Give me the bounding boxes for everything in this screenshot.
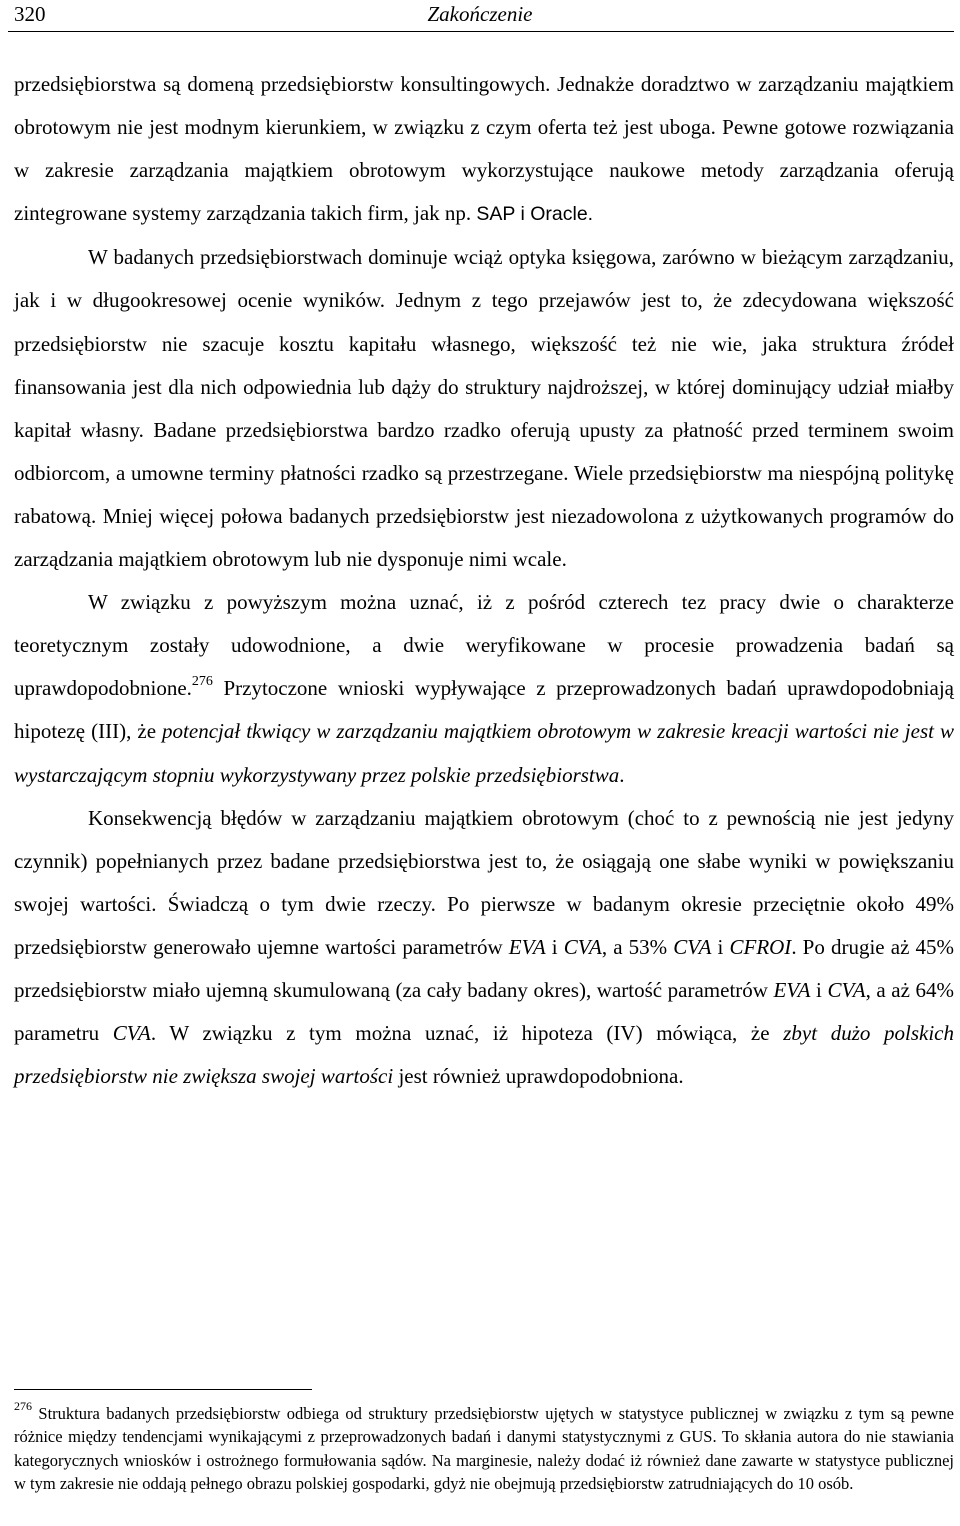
page-header: [0, 0, 960, 34]
paragraph-4-text: i: [810, 977, 828, 1002]
italic-term: CVA: [112, 1021, 151, 1046]
paragraph-4-text: Konsekwencją błędów w zarządzaniu majątkiem obrotowym (choć to z pewnością nie jest jedyny czynnik) popełnianych przez badane przedsiębiorstwa jest to, że osiągają one słabe wyniki w powiększaniu swojej wartości. Świadczą o tym dwie rzeczy. Po pierwsze w badanym okresie przeciętnie około 49% przedsiębiorstw generowało ujemne wartości parametrów: [14, 805, 954, 959]
footnote-276: [14, 1398, 954, 1496]
paragraph-4-text: jest również uprawdopodobniona.: [393, 1064, 684, 1089]
italic-term: CVA: [673, 934, 712, 959]
paragraph-3-text-a: W związku z powyższym można uznać, iż z pośród czterech tez pracy dwie o charakterze teoretycznym zostały udowodnione, a dwie weryfikowane w procesie prowadzenia badań są uprawdopodobnione.: [14, 590, 954, 701]
paragraph-4-text: i: [711, 934, 730, 959]
paragraph-1: [14, 63, 954, 236]
footnote-rule: [14, 1389, 312, 1390]
paragraph-1-sans-text: SAP i Oracle.: [476, 203, 594, 226]
paragraph-4-text: . W związku z tym można uznać, iż hipoteza (IV) mówiąca, że: [150, 1021, 784, 1046]
footnote-reference[interactable]: 276: [191, 674, 213, 690]
paragraph-4-text: , a aż 64% parametru: [14, 977, 954, 1046]
paragraph-4-text: , a 53%: [601, 934, 674, 959]
header-rule: [8, 31, 954, 32]
paragraph-1-text: przedsiębiorstwa są domeną przedsiębiorstw konsultingowych. Jednakże doradztwo w zarządzaniu majątkiem obrotowym nie jest modnym kierunkiem, w związku z czym oferta też jest uboga. Pewne gotowe rozwiązania w zakresie zarządzania majątkiem obrotowym wykorzystujące naukowe metody zarządzania oferują zintegrowane systemy zarządzania takich firm, jak np.: [14, 72, 954, 226]
paragraph-4-text: . Po drugie aż 45% przedsiębiorstw miało ujemną skumulowaną (za cały badany okres), wartość parametrów: [14, 934, 954, 1002]
footnote: [14, 1398, 954, 1496]
footnote-text: Struktura badanych przedsiębiorstw odbiega od struktury przedsiębiorstw ujętych w statystyce publicznej w związku z tym są pewne różnice między tendencjami wynikającymi z przeprowadzonych badań i danymi statystycznymi z GUS. To skłania autora do nie stawiania kategorycznych wniosków i ostrożnego formułowania sądów. Na marginesie, należy dodać iż również dane zawarte w statystyce publicznej w tym zakresie nie oddają pełnego obrazu polskiej gospodarki, gdyż nie obejmują przedsiębiorstw zatrudniających do 10 osób.: [14, 1404, 954, 1494]
paragraph-3-text-b: Przytoczone wnioski wypływające z przeprowadzonych badań uprawdopodobniają hipotezę (III), że: [14, 676, 954, 744]
paragraph-3-text-c: .: [619, 762, 625, 787]
body-text: [14, 63, 954, 1098]
italic-term: EVA: [773, 977, 811, 1002]
paragraph-2: W badanych przedsiębiorstwach dominuje wciąż optyka księgowa, zarówno w bieżącym zarządzaniu, jak i w długookresowej ocenie wyników. Jednym z tego przejawów jest to, że zdecydowana większość przedsiębiorstw nie szacuje kosztu kapitału własnego, większość też nie wie, jaka struktura źródeł finansowania jest dla nich odpowiednia lub dąży do struktury najdroższej, w której dominujący udział miałby kapitał własny. Badane przedsiębiorstwa bardzo rzadko oferują upusty za płatność przed terminem swoim odbiorcom, a umowne terminy płatności rzadko są przestrzegane. Wiele przedsiębiorstw ma niespójną politykę rabatową. Mniej więcej połowa badanych przedsiębiorstw jest niezadowolona z użytkowanych programów do zarządzania majątkiem obrotowym lub nie dysponuje nimi wcale.: [14, 245, 954, 572]
footnote-number: 276: [14, 1398, 32, 1413]
paragraph-4-text: i: [545, 934, 564, 959]
hypothesis-iii-italic: potencjał tkwiący w zarządzaniu majątkiem obrotowym w zakresie kreacji wartości nie jest w wystarczającym stopniu wykorzystywany przez polskie przedsiębiorstwa: [14, 719, 954, 787]
italic-term: CFROI: [729, 934, 792, 959]
running-title: Zakończenie: [427, 2, 533, 26]
paragraph-3: [14, 581, 954, 796]
hypothesis-iv-italic: zbyt dużo polskich przedsiębiorstw nie zwiększa swojej wartości: [14, 1021, 954, 1089]
page-number: 320: [14, 2, 46, 26]
italic-term: CVA: [827, 977, 866, 1002]
italic-term: EVA: [508, 934, 546, 959]
italic-term: CVA: [563, 934, 602, 959]
paragraph-4: [14, 797, 954, 1099]
